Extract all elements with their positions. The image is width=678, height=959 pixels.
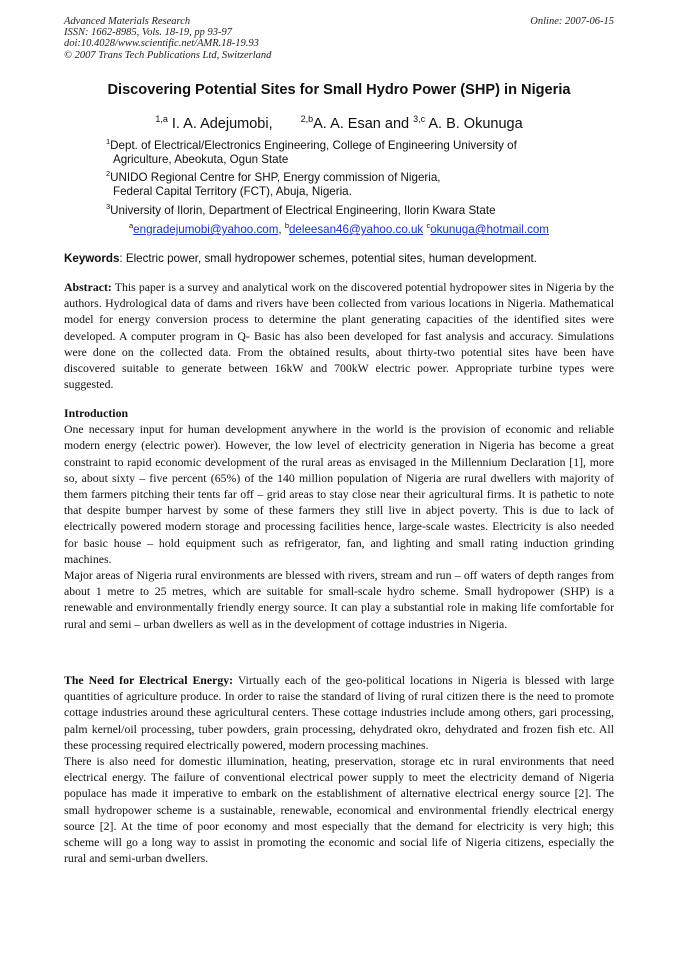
affiliation-2-line1: UNIDO Regional Centre for SHP, Energy commission of Nigeria, bbox=[110, 171, 441, 185]
affiliation-3 bbox=[106, 200, 517, 218]
email-2-sup: b bbox=[284, 221, 289, 230]
email-3-sup: c bbox=[426, 221, 431, 230]
email-link-3[interactable]: okunuga@hotmail.com bbox=[430, 222, 549, 236]
affiliations bbox=[106, 135, 517, 218]
author-list bbox=[0, 114, 678, 132]
email-1-sup: a bbox=[129, 221, 134, 230]
need-heading: The Need for Electrical Energy: bbox=[64, 673, 234, 687]
copyright-line: © 2007 Trans Tech Publications Ltd, Switzerland bbox=[64, 49, 272, 61]
keywords-line bbox=[64, 252, 537, 265]
email-link-2[interactable]: deleesan46@yahoo.co.uk bbox=[288, 222, 424, 236]
email-link-1[interactable]: engradejumobi@yahoo.com bbox=[133, 222, 279, 236]
abstract-paragraph bbox=[64, 279, 614, 392]
need-section bbox=[64, 672, 614, 866]
keywords-label: Keywords bbox=[64, 252, 120, 265]
author-3-name: A. B. Okunuga bbox=[425, 115, 523, 132]
introduction-section bbox=[64, 405, 614, 632]
journal-name: Advanced Materials Research bbox=[64, 16, 191, 27]
affiliation-2-sup: 2 bbox=[106, 169, 111, 179]
keywords-text: : Electric power, small hydropower schemes, potential sites, human development. bbox=[119, 252, 537, 265]
affiliation-2-cont: Federal Capital Territory (FCT), Abuja, Nigeria. bbox=[113, 185, 352, 199]
issn-line: ISSN: 1662-8985, Vols. 18-19, pp 93-97 bbox=[64, 27, 232, 39]
introduction-paragraph-1: One necessary input for human development anywhere in the world is the provision of economic and reliable modern energy (electric power). However, the low level of electricity generation in Nigeria has become a great constraint to rapid economic development of the rural areas as envisaged in the Millennium Declaration [1], more so, about sixty – five percent (65%) of the 140 million population of Nigeria are rural dwellers with majority of them farmers pitching their tents far off – grid areas to stay close near their agricultural firms. It is pathetic to note that despite bumper harvest by some of these farmers they still live in abject poverty. This is due to lack of electrically powered modern storage and processing facilities hence, large-scale wastes. Electricity is also needed for basic house – hold equipment such as refrigerator, fan, and lighting and small rating induction grinding machines. bbox=[64, 422, 614, 566]
introduction-paragraph-2: Major areas of Nigeria rural environments are blessed with rivers, stream and run – off waters of depth ranges from about 1 metre to 25 metres, which are suitable for small-scale hydro scheme. Small hydropower (SHP) is a renewable and environmentally friendly energy source. It can play a substantial role in making life comfortable for rural and semi – urban dwellers as well as in the development of cottage industries in Nigeria. bbox=[64, 568, 614, 631]
author-1-name: I. A. Adejumobi, bbox=[167, 115, 273, 132]
need-paragraph-2: There is also need for domestic illumination, heating, preservation, storage etc in rural environments that need electrical energy. The failure of conventional electrical power supply to meet the electricity demand of Nigeria populace has made it imperative to embark on the establishment of alternative electrical energy source [2]. The small hydropower scheme is a sustainable, renewable, economical and environmental friendly electrical energy source [2]. At the time of poor economy and most especially that the demand for electricity is very high; this scheme will go a long way to assist in promoting the economic and social life of Nigeria citizens, especially the rural and semi-urban dwellers. bbox=[64, 754, 614, 866]
affiliation-1-line1: Dept. of Electrical/Electronics Engineering, College of Engineering University of bbox=[110, 138, 517, 152]
online-date: Online: 2007-06-15 bbox=[530, 16, 614, 27]
author-2-sup: 2,b bbox=[300, 114, 314, 124]
affiliation-3-line1: University of Ilorin, Department of Electrical Engineering, Ilorin Kwara State bbox=[110, 203, 496, 217]
introduction-heading: Introduction bbox=[64, 406, 129, 420]
affiliation-2 bbox=[106, 167, 517, 185]
abstract-text: This paper is a survey and analytical work on the discovered potential hydropower sites in Nigeria by the authors. Hydrological data of dams and rivers have been collected from various locations in Nigeria. Mathematical model for energy conversion process to determine the plant generating capacities of the identified sites were developed. A computer program in Q- Basic has also been developed for fast analysis and accuracy. Simulations were done on the collected data. From the obtained results, about thirty-two potential sites have been have discovered suitable to generate between 16kW and 700kW electric power. Appropriate turbine types were suggested. bbox=[64, 280, 614, 392]
author-1-sup: 1,a bbox=[155, 114, 168, 124]
author-3-sup: 3,c bbox=[413, 114, 426, 124]
affiliation-1-sup: 1 bbox=[106, 137, 111, 146]
affiliation-3-sup: 3 bbox=[106, 201, 111, 211]
need-paragraph-1 bbox=[64, 672, 614, 753]
affiliation-1 bbox=[106, 135, 517, 153]
author-emails: $^a$engradejumobi@yahoo.com, $^b$deleesan46@yahoo.co.uk $^c$okunuga@hotmail.com bbox=[129, 221, 549, 236]
paper-title: Discovering Potential Sites for Small Hydro Power (SHP) in Nigeria bbox=[107, 82, 571, 98]
doi-line: doi:10.4028/www.scientific.net/AMR.18-19.93 bbox=[64, 38, 259, 50]
abstract-label: Abstract: bbox=[64, 280, 112, 294]
affiliation-1-cont: Agriculture, Abeokuta, Ogun State bbox=[113, 153, 289, 167]
journal-header bbox=[64, 16, 271, 61]
need-text-1: Virtually each of the geo-political locations in Nigeria is blessed with large quantities of agriculture produce. In order to raise the standard of living of rural citizen there is the need to promote cottage industries around these agricultural centers. These cottage industries include among others, gari processing, palm kernel/oil processing, tuber powders, grain processing, dehydrated okro, dehydrated and frozen fish etc. All these processing required electrically powered, modern processing machines. bbox=[64, 673, 614, 752]
author-2-name: A. A. Esan and bbox=[313, 115, 414, 132]
